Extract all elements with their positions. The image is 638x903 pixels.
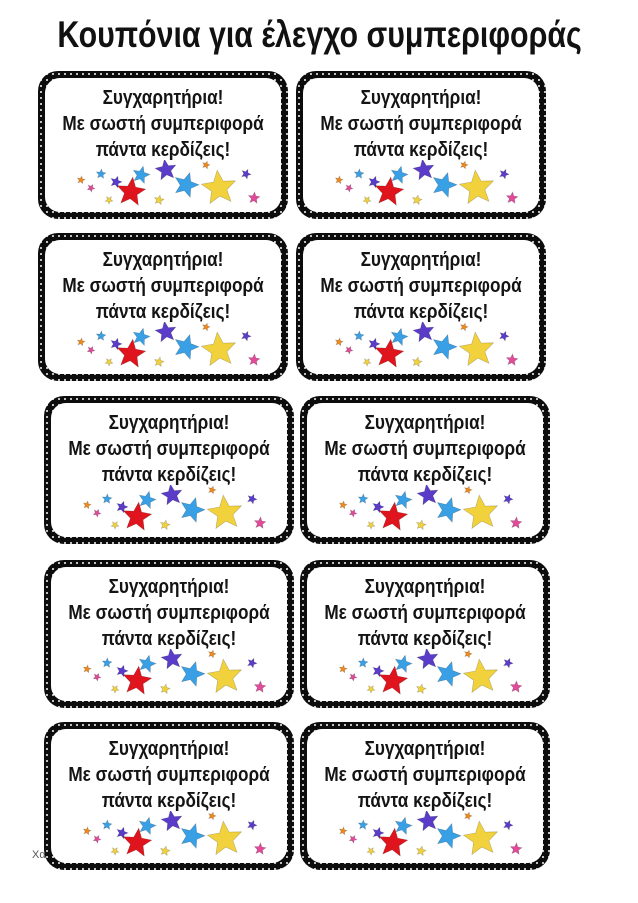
coupon-line-win: πάντα κερδίζεις! [101, 464, 237, 486]
star-icon [203, 323, 210, 331]
star-icon [161, 684, 170, 693]
coupon-line-congrats: Συγχαρητήρια! [108, 412, 230, 434]
star-icon [96, 331, 106, 340]
stars-decoration [323, 485, 529, 535]
star-icon [87, 185, 95, 193]
star-icon [349, 674, 357, 682]
star-icon [507, 354, 518, 365]
star-icon [155, 195, 164, 204]
star-icon [203, 161, 210, 169]
star-icon [379, 828, 407, 856]
star-icon [358, 494, 368, 503]
stars-decoration [67, 649, 273, 699]
star-icon [249, 192, 260, 203]
star-icon [209, 486, 216, 494]
stars-decoration [319, 160, 525, 210]
star-icon [155, 322, 176, 342]
star-icon [367, 686, 375, 693]
star-icon [175, 173, 199, 198]
star-icon [461, 161, 468, 169]
stars-decoration [67, 485, 273, 535]
star-icon [367, 522, 375, 529]
star-icon [413, 195, 422, 204]
coupon-line-win: πάντα κερδίζεις! [357, 790, 493, 812]
star-icon [437, 662, 461, 687]
star-icon [511, 517, 522, 528]
coupon-line-congrats: Συγχαρητήρια! [360, 249, 482, 271]
star-icon [500, 169, 509, 179]
coupon-line-congrats: Συγχαρητήρια! [364, 412, 486, 434]
coupon-message [45, 85, 281, 163]
coupon-line-behavior: Με σωστή συμπεριφορά [324, 438, 526, 460]
star-icon [255, 681, 266, 692]
star-icon [413, 357, 422, 366]
star-icon [349, 510, 357, 518]
coupon-line-behavior: Με σωστή συμπεριφορά [320, 275, 522, 297]
star-icon [181, 662, 205, 687]
star-icon [336, 176, 344, 184]
stars-decoration [61, 322, 267, 372]
coupon [38, 233, 288, 381]
stars-decoration [323, 649, 529, 699]
coupon-line-behavior: Με σωστή συμπεριφορά [324, 602, 526, 624]
star-icon [417, 811, 438, 831]
coupon [300, 722, 550, 870]
coupon [44, 560, 294, 708]
star-icon [111, 686, 119, 693]
coupon-line-win: πάντα κερδίζεις! [353, 301, 489, 323]
star-icon [437, 824, 461, 849]
page-title: Κουπόνια για έλεγχο συμπεριφοράς [57, 14, 582, 55]
coupon-line-win: πάντα κερδίζεις! [357, 628, 493, 650]
star-icon [96, 169, 106, 178]
star-icon [395, 817, 412, 834]
stars-decoration [319, 322, 525, 372]
star-icon [207, 495, 241, 528]
star-icon [504, 820, 513, 830]
star-icon [102, 494, 112, 503]
star-icon [248, 658, 257, 668]
star-icon [395, 491, 412, 508]
star-icon [340, 665, 348, 673]
star-icon [417, 684, 426, 693]
star-icon [102, 820, 112, 829]
star-icon [363, 197, 371, 204]
coupon-line-congrats: Συγχαρητήρια! [108, 576, 230, 598]
star-icon [102, 658, 112, 667]
star-icon [139, 655, 156, 672]
coupon-message [303, 85, 539, 163]
coupon-line-congrats: Συγχαρητήρια! [108, 738, 230, 760]
star-icon [413, 160, 434, 180]
star-icon [395, 655, 412, 672]
star-icon [507, 192, 518, 203]
coupon [38, 71, 288, 219]
star-icon [207, 821, 241, 854]
star-icon [363, 359, 371, 366]
star-icon [123, 828, 151, 856]
star-icon [367, 848, 375, 855]
star-icon [248, 494, 257, 504]
star-icon [207, 659, 241, 692]
star-icon [161, 846, 170, 855]
star-icon [155, 357, 164, 366]
star-icon [139, 817, 156, 834]
star-icon [84, 827, 92, 835]
star-icon [161, 485, 182, 505]
star-icon [93, 510, 101, 518]
coupon-line-win: πάντα κερδίζεις! [101, 790, 237, 812]
star-icon [459, 170, 493, 203]
coupon [300, 396, 550, 544]
star-icon [504, 658, 513, 668]
coupon-line-congrats: Συγχαρητήρια! [102, 87, 224, 109]
star-icon [413, 322, 434, 342]
coupon-line-win: πάντα κερδίζεις! [95, 139, 231, 161]
star-icon [461, 323, 468, 331]
coupon-line-congrats: Συγχαρητήρια! [102, 249, 224, 271]
star-icon [78, 338, 86, 346]
star-icon [463, 495, 497, 528]
star-icon [465, 486, 472, 494]
coupon [296, 71, 546, 219]
star-icon [417, 485, 438, 505]
star-icon [123, 502, 151, 530]
star-icon [391, 166, 408, 183]
star-icon [133, 328, 150, 345]
star-icon [93, 674, 101, 682]
star-icon [459, 332, 493, 365]
coupon-line-behavior: Με σωστή συμπεριφορά [68, 764, 270, 786]
coupon [44, 396, 294, 544]
coupon-line-behavior: Με σωστή συμπεριφορά [62, 113, 264, 135]
star-icon [465, 812, 472, 820]
star-icon [117, 177, 145, 205]
coupon [296, 233, 546, 381]
coupon-message [307, 736, 543, 814]
star-icon [181, 824, 205, 849]
star-icon [111, 522, 119, 529]
star-icon [354, 331, 364, 340]
star-icon [391, 328, 408, 345]
coupon-line-win: πάντα κερδίζεις! [101, 628, 237, 650]
coupon [44, 722, 294, 870]
coupon-line-congrats: Συγχαρητήρια! [364, 738, 486, 760]
star-icon [345, 347, 353, 355]
coupon-line-congrats: Συγχαρητήρια! [360, 87, 482, 109]
star-icon [511, 681, 522, 692]
star-icon [358, 820, 368, 829]
star-icon [93, 836, 101, 844]
coupon-line-win: πάντα κερδίζεις! [353, 139, 489, 161]
coupon-line-behavior: Με σωστή συμπεριφορά [62, 275, 264, 297]
star-icon [465, 650, 472, 658]
star-icon [354, 169, 364, 178]
coupon-message [51, 410, 287, 488]
star-icon [417, 649, 438, 669]
star-icon [161, 520, 170, 529]
star-icon [336, 338, 344, 346]
star-icon [242, 169, 251, 179]
star-icon [201, 332, 235, 365]
star-icon [433, 173, 457, 198]
coupon-message [303, 247, 539, 325]
star-icon [111, 848, 119, 855]
star-icon [209, 812, 216, 820]
star-icon [181, 498, 205, 523]
stars-decoration [67, 811, 273, 861]
star-icon [433, 335, 457, 360]
coupon-line-congrats: Συγχαρητήρια! [364, 576, 486, 598]
star-icon [340, 827, 348, 835]
coupon-message [307, 574, 543, 652]
star-icon [375, 339, 403, 367]
stars-decoration [61, 160, 267, 210]
star-icon [463, 821, 497, 854]
star-icon [175, 335, 199, 360]
star-icon [139, 491, 156, 508]
star-icon [255, 517, 266, 528]
star-icon [248, 820, 257, 830]
star-icon [375, 177, 403, 205]
star-icon [105, 359, 113, 366]
star-icon [201, 170, 235, 203]
star-icon [209, 650, 216, 658]
coupon-line-behavior: Με σωστή συμπεριφορά [68, 602, 270, 624]
coupon-message [307, 410, 543, 488]
star-icon [437, 498, 461, 523]
coupon [300, 560, 550, 708]
star-icon [87, 347, 95, 355]
coupon-message [51, 736, 287, 814]
star-icon [358, 658, 368, 667]
star-icon [379, 502, 407, 530]
star-icon [161, 649, 182, 669]
star-icon [345, 185, 353, 193]
stars-decoration [323, 811, 529, 861]
star-icon [78, 176, 86, 184]
star-icon [155, 160, 176, 180]
star-icon [417, 846, 426, 855]
star-icon [379, 666, 407, 694]
coupon-line-win: πάντα κερδίζεις! [357, 464, 493, 486]
star-icon [123, 666, 151, 694]
star-icon [349, 836, 357, 844]
star-icon [84, 665, 92, 673]
star-icon [242, 331, 251, 341]
star-icon [161, 811, 182, 831]
coupon-line-behavior: Με σωστή συμπεριφορά [324, 764, 526, 786]
star-icon [249, 354, 260, 365]
star-icon [133, 166, 150, 183]
star-icon [255, 843, 266, 854]
coupon-line-behavior: Με σωστή συμπεριφορά [68, 438, 270, 460]
star-icon [463, 659, 497, 692]
star-icon [340, 501, 348, 509]
coupon-message [45, 247, 281, 325]
coupon-line-behavior: Με σωστή συμπεριφορά [320, 113, 522, 135]
star-icon [500, 331, 509, 341]
star-icon [511, 843, 522, 854]
coupon-line-win: πάντα κερδίζεις! [95, 301, 231, 323]
star-icon [105, 197, 113, 204]
star-icon [504, 494, 513, 504]
star-icon [417, 520, 426, 529]
star-icon [84, 501, 92, 509]
star-icon [117, 339, 145, 367]
coupon-message [51, 574, 287, 652]
footer-text: Χα [32, 849, 46, 861]
